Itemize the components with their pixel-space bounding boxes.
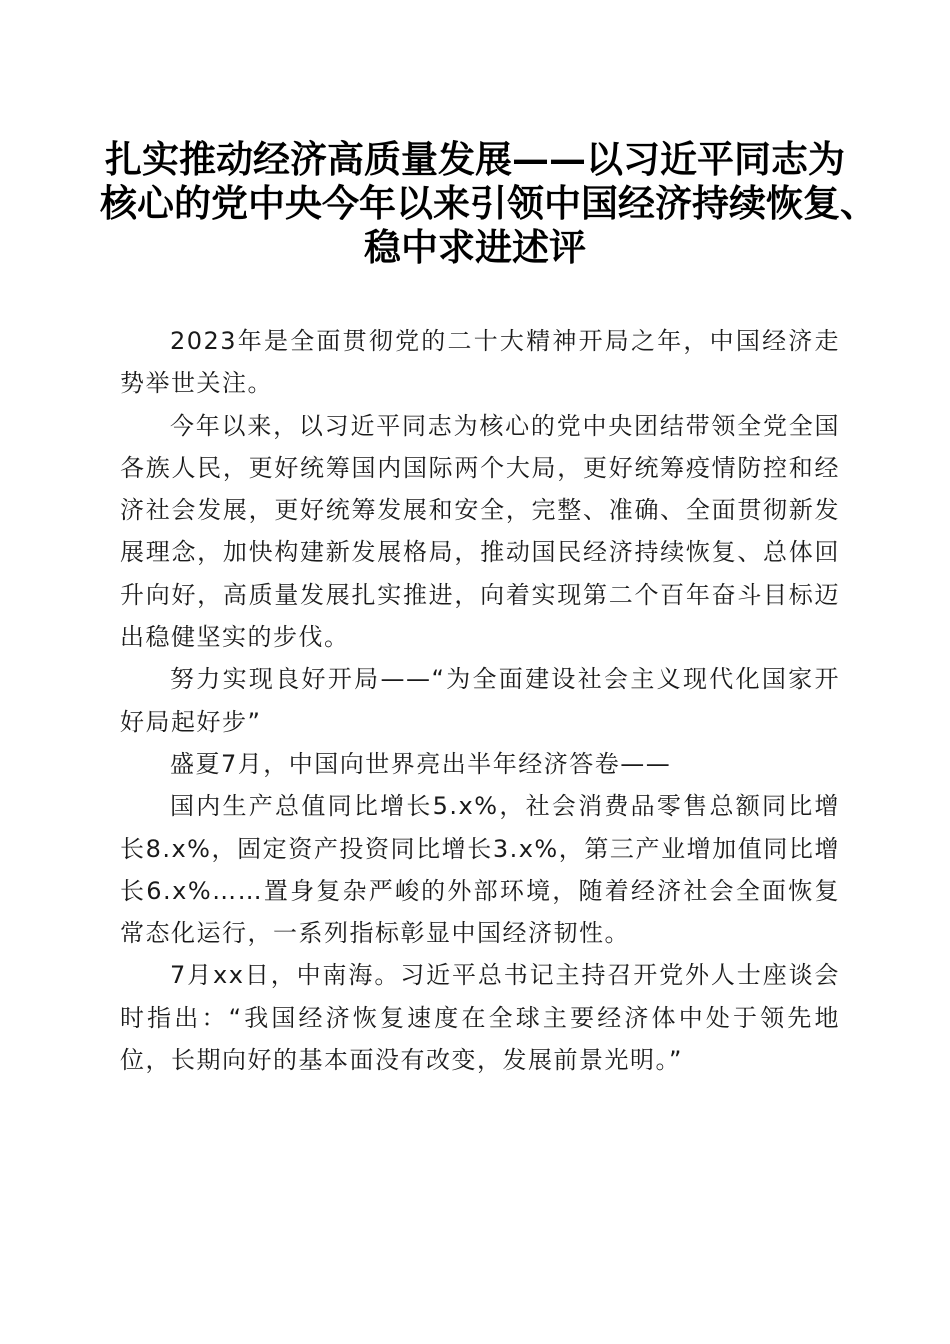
paragraph-intro: 2023年是全面贯彻党的二十大精神开局之年，中国经济走势举世关注。	[120, 327, 840, 398]
paragraph-july: 盛夏7月，中国向世界亮出半年经济答卷——	[170, 749, 672, 778]
document-body	[120, 320, 840, 1081]
title-line-1: 扎实推动经济高质量发展——以习近平同志为	[105, 137, 845, 181]
title-line-2: 核心的党中央今年以来引领中国经济持续恢复、	[100, 181, 877, 225]
paragraph-overview: 今年以来，以习近平同志为核心的党中央团结带领全党全国各族人民，更好统筹国内国际两个大局，更好统筹疫情防控和经济社会发展，更好统筹发展和安全，完整、准确、全面贯彻新发展理念，加快构建新发展格局，推动国民经济持续恢复、总体回升向好，高质量发展扎实推进，向着实现第二个百年奋斗目标迈出稳健坚实的步伐。	[120, 411, 840, 652]
section-heading: 努力实现良好开局——“为全面建设社会主义现代化国家开好局起好步”	[120, 665, 840, 736]
document-title	[100, 137, 877, 269]
paragraph-quote: 7月xx日，中南海。习近平总书记主持召开党外人士座谈会时指出：“我国经济恢复速度在全球主要经济体中处于领先地位，长期向好的基本面没有改变，发展前景光明。”	[120, 961, 840, 1075]
paragraph-indicators: 国内生产总值同比增长5.x%，社会消费品零售总额同比增长8.x%，固定资产投资同比增长3.x%，第三产业增加值同比增长6.x%……置身复杂严峻的外部环境，随着经济社会全面恢复常态化运行，一系列指标彰显中国经济韧性。	[120, 792, 840, 948]
title-line-3: 稳中求进述评	[364, 225, 586, 269]
